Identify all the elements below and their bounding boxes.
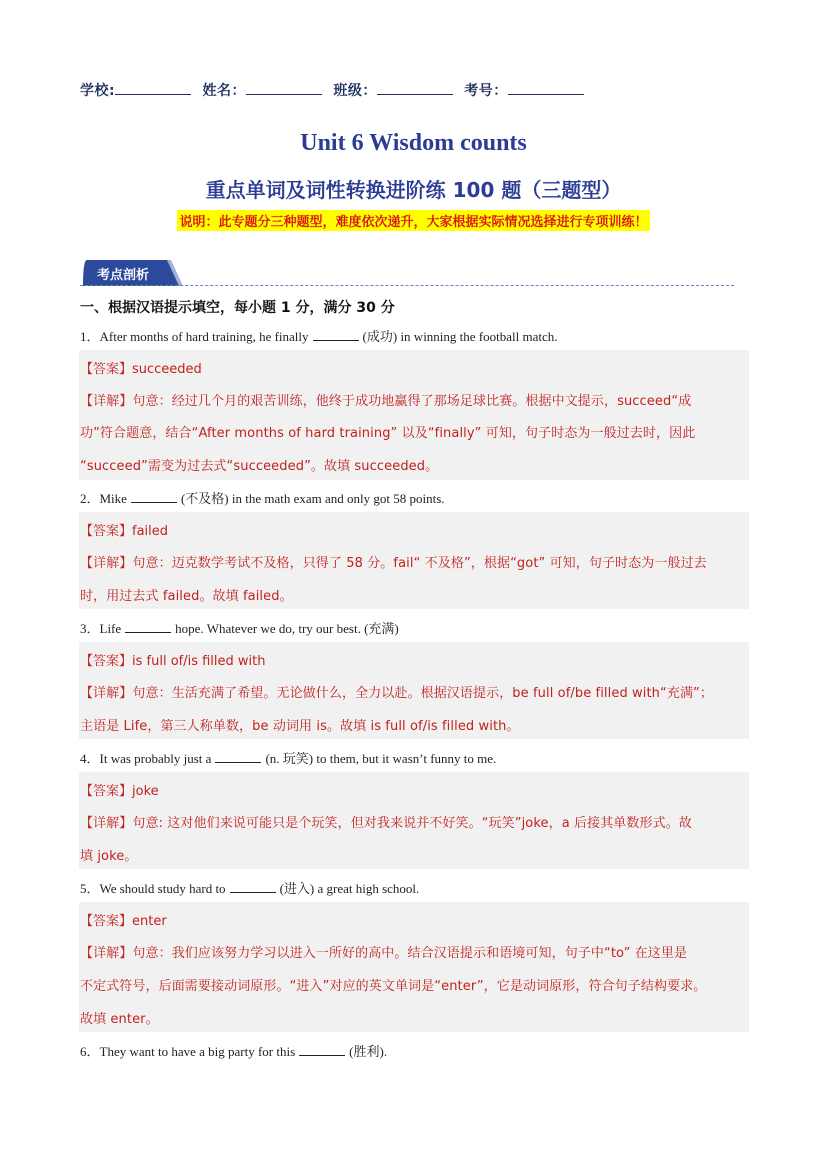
answer-blank[interactable] (125, 620, 171, 633)
answer-3: 【答案】is full of/is filled with (80, 654, 266, 669)
school-blank[interactable] (115, 80, 191, 95)
section-heading: 一、根据汉语提示填空，每小题 1 分，满分 30 分 (80, 300, 395, 316)
answer-blank[interactable] (215, 750, 261, 763)
answer-blank[interactable] (313, 328, 359, 341)
question-6: 6．They want to have a big party for this (胜利). (80, 1044, 388, 1059)
answer-blank[interactable] (299, 1043, 345, 1056)
answer-4: 【答案】joke (80, 784, 159, 799)
explanation-5-line-2: 不定式符号，后面需要接动词原形。“进入”对应的英文单词是“enter”，它是动词原形，符合句子结构要求。 (80, 979, 707, 994)
explanation-3-line-2: 主语是 Life，第三人称单数，be 动词用 is。故填 is full of/is filled with。 (80, 719, 520, 734)
class-blank[interactable] (377, 80, 453, 95)
answer-1: 【答案】succeeded (80, 362, 202, 377)
page-subtitle: 重点单词及词性转换进阶练 100 题（三题型） (205, 178, 622, 202)
explanation-3-line-1: 【详解】句意：生活充满了希望。无论做什么，全力以赴。根据汉语提示，be full of/be filled with“充满”； (80, 686, 713, 701)
section-tab (83, 260, 183, 286)
class-label: 班级： (333, 83, 377, 99)
number-label: 考号： (464, 83, 508, 99)
explanation-1-line-3: “succeed”需变为过去式“succeeded”。故填 succeeded。 (80, 459, 439, 474)
explanation-4-line-1: 【详解】句意: 这对他们来说可能只是个玩笑，但对我来说并不好笑。“玩笑”joke，a 后接其单数形式。故 (80, 816, 692, 831)
student-info-line (80, 80, 590, 100)
explanation-4-line-2: 填 joke。 (80, 849, 138, 864)
page-title: Unit 6 Wisdom counts (300, 130, 527, 156)
explanation-1-line-2: 功”符合题意，结合“After months of hard training” 以及“finally” 可知，句子时态为一般过去时，因此 (80, 426, 696, 441)
dashed-divider (80, 285, 734, 286)
question-2: 2．Mike (不及格) in the math exam and only got 58 points. (80, 491, 445, 506)
explanation-1-line-1: 【详解】句意：经过几个月的艰苦训练，他终于成功地赢得了那场足球比赛。根据中文提示，succeed“成 (80, 394, 692, 409)
answer-5: 【答案】enter (80, 914, 167, 929)
notice-wrap (0, 210, 827, 231)
explanation-2-line-2: 时，用过去式 failed。故填 failed。 (80, 589, 293, 604)
question-3: 3．Life hope. Whatever we do, try our best. (充满) (80, 621, 399, 636)
notice-banner: 说明：此专题分三种题型，难度依次递升，大家根据实际情况选择进行专项训练！ (177, 210, 649, 231)
answer-blank[interactable] (131, 490, 177, 503)
name-label: 姓名： (202, 83, 246, 99)
explanation-2-line-1: 【详解】句意：迈克数学考试不及格，只得了 58 分。fail“ 不及格”，根据“got” 可知，句子时态为一般过去 (80, 556, 707, 571)
question-1: 1．After months of hard training, he finally (成功) in winning the football match. (80, 329, 558, 344)
answer-2: 【答案】failed (80, 524, 169, 539)
number-blank[interactable] (508, 80, 584, 95)
answer-blank[interactable] (230, 880, 276, 893)
name-blank[interactable] (246, 80, 322, 95)
explanation-5-line-3: 故填 enter。 (80, 1012, 159, 1027)
tab-label: 考点剖析 (97, 268, 150, 283)
school-label: 学校: (80, 83, 116, 99)
explanation-5-line-1: 【详解】句意：我们应该努力学习以进入一所好的高中。结合汉语提示和语境可知，句子中“to” 在这里是 (80, 946, 688, 961)
question-4: 4．It was probably just a (n. 玩笑) to them, but it wasn’t funny to me. (80, 751, 497, 766)
question-5: 5．We should study hard to (进入) a great high school. (80, 881, 420, 896)
